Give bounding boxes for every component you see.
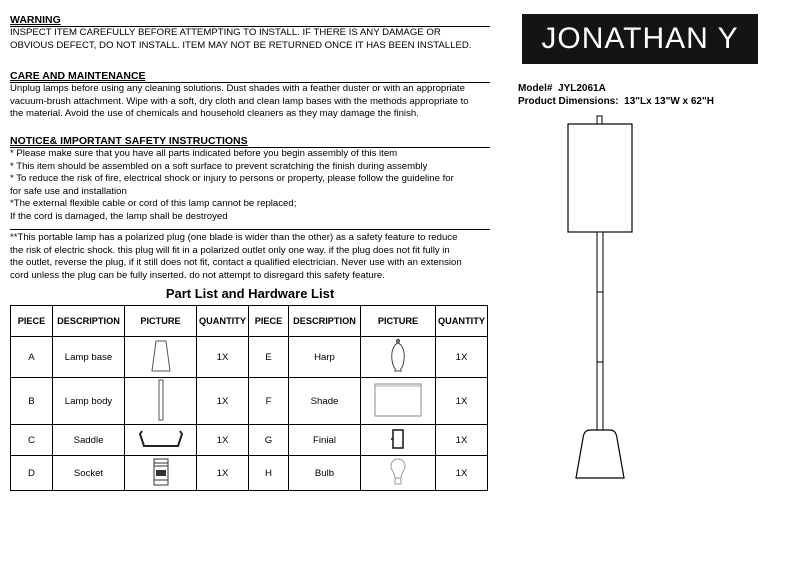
quantity-cell: 1X (436, 378, 488, 425)
saddle-icon (138, 428, 184, 450)
care-line: the material. Avoid the use of chemicals and household cleaners as they may damage the finish. (10, 108, 419, 120)
polarized-line: **This portable lamp has a polarized plug (one blade is wider than the other) as a safety feature to reduce (10, 232, 458, 243)
picture-cell (361, 337, 436, 378)
quantity-cell: 1X (197, 425, 249, 456)
safety-heading: NOTICE& IMPORTANT SAFETY INSTRUCTIONS (10, 135, 248, 147)
dimensions-label: Product Dimensions: (518, 96, 619, 107)
shade-icon (373, 381, 423, 419)
safety-line: for safe use and installation (10, 185, 127, 197)
polarized-line: the risk of electric shock. this plug will fit in a polarized outlet only one way. if the plug does not fit fully in (10, 244, 450, 256)
table-row (11, 337, 488, 378)
description-cell: Finial (289, 425, 361, 456)
model-value: JYL2061A (558, 83, 606, 94)
picture-cell (361, 425, 436, 456)
quantity-cell: 1X (436, 425, 488, 456)
description-cell: Saddle (53, 425, 125, 456)
parts-table (10, 305, 488, 491)
bulb-icon (388, 457, 408, 487)
warning-line: OBVIOUS DEFECT, DO NOT INSTALL. ITEM MAY NOT BE RETURNED ONCE IT HAS BEEN INSTALLED. (10, 39, 472, 51)
warning-heading: WARNING (10, 14, 61, 26)
table-row (11, 378, 488, 425)
piece-cell: C (11, 425, 53, 456)
care-line: vacuum-brush attachment. Wipe with a soft, dry cloth and clean lamp bases with the methods appropriate to (10, 95, 469, 107)
quantity-cell: 1X (197, 456, 249, 491)
piece-cell: D (11, 456, 53, 491)
col-header-description: DESCRIPTION (53, 306, 125, 337)
model-label: Model# (518, 83, 553, 94)
care-line: Unplug lamps before using any cleaning solutions. Dust shades with a feather duster or with an appropriate (10, 83, 465, 94)
table-row (11, 456, 488, 491)
quantity-cell: 1X (436, 456, 488, 491)
quantity-cell: 1X (197, 337, 249, 378)
safety-line: *The external flexible cable or cord of this lamp cannot be replaced; (10, 198, 297, 210)
polarized-line: the outlet, reverse the plug, if it still does not fit, contact a qualified electrician. Never use with an extension (10, 257, 462, 269)
piece-cell: B (11, 378, 53, 425)
brand-logo: JONATHAN Y (522, 14, 758, 64)
picture-cell (361, 378, 436, 425)
col-header-picture: PICTURE (125, 306, 197, 337)
safety-line: If the cord is damaged, the lamp shall be destroyed (10, 210, 228, 222)
safety-line: * To reduce the risk of fire, electrical shock or injury to persons or property, please follow the guideline for (10, 173, 454, 185)
table-row (11, 425, 488, 456)
piece-cell: E (249, 337, 289, 378)
picture-cell (361, 456, 436, 491)
col-header-quantity: QUANTITY (436, 306, 488, 337)
safety-line: * Please make sure that you have all parts indicated before you begin assembly of this item (10, 148, 398, 159)
description-cell: Harp (289, 337, 361, 378)
description-cell: Lamp body (53, 378, 125, 425)
lamp-base-icon (150, 339, 172, 373)
warning-section (10, 14, 490, 52)
col-header-piece: PIECE (249, 306, 289, 337)
quantity-cell: 1X (197, 378, 249, 425)
floor-lamp-illustration (560, 110, 640, 540)
socket-icon (151, 457, 171, 487)
lamp-body-icon (156, 379, 166, 421)
picture-cell (125, 378, 197, 425)
piece-cell: H (249, 456, 289, 491)
polarized-plug-section (10, 229, 490, 282)
piece-cell: F (249, 378, 289, 425)
care-text (10, 83, 490, 121)
description-cell: Bulb (289, 456, 361, 491)
warning-line: INSPECT ITEM CAREFULLY BEFORE ATTEMPTING TO INSTALL. IF THERE IS ANY DAMAGE OR (10, 27, 441, 38)
col-header-description: DESCRIPTION (289, 306, 361, 337)
picture-cell (125, 337, 197, 378)
finial-icon (390, 427, 406, 451)
table-header-row (11, 306, 488, 337)
divider (10, 229, 490, 230)
piece-cell: A (11, 337, 53, 378)
care-section (10, 70, 490, 121)
polarized-line: cord unless the plug can be fully inserted. do not attempt to disregard this safety feature. (10, 269, 385, 281)
dimensions-value: 13"Lx 13"W x 62"H (624, 96, 714, 107)
product-info (518, 82, 714, 108)
warning-text (10, 27, 490, 52)
picture-cell (125, 425, 197, 456)
col-header-picture: PICTURE (361, 306, 436, 337)
description-cell: Lamp base (53, 337, 125, 378)
harp-icon (387, 338, 409, 374)
parts-list-title: Part List and Hardware List (165, 286, 335, 301)
picture-cell (125, 456, 197, 491)
polarized-text (10, 232, 490, 282)
col-header-quantity: QUANTITY (197, 306, 249, 337)
description-cell: Shade (289, 378, 361, 425)
care-heading: CARE AND MAINTENANCE (10, 70, 146, 82)
quantity-cell: 1X (436, 337, 488, 378)
safety-line: * This item should be assembled on a soft surface to prevent scratching the finish during assembly (10, 160, 428, 172)
col-header-piece: PIECE (11, 306, 53, 337)
safety-section (10, 135, 490, 224)
description-cell: Socket (53, 456, 125, 491)
piece-cell: G (249, 425, 289, 456)
